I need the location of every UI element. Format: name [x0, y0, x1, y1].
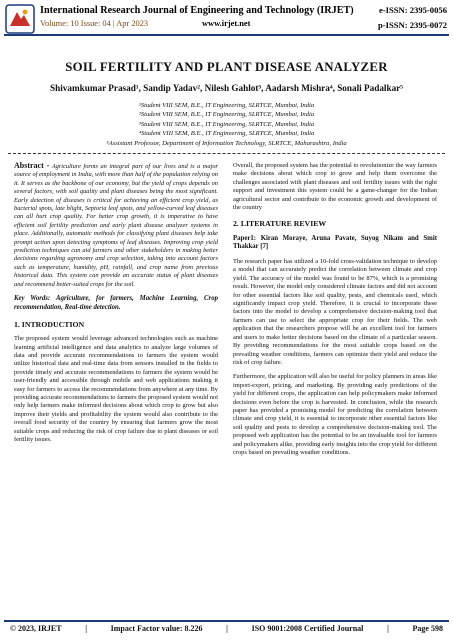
paper-title: SOIL FERTILITY AND PLANT DISEASE ANALYZER	[65, 60, 388, 74]
impact-factor: Impact Factor value: 8.226	[110, 624, 203, 633]
volume-issue-date: Volume: 10 Issue: 04 | Apr 2023	[40, 19, 149, 28]
copyright: © 2023, IRJET	[10, 624, 62, 633]
irjet-logo-icon	[5, 4, 35, 34]
e-issn: e-ISSN: 2395-0056	[378, 5, 447, 15]
p-issn: p-ISSN: 2395-0072	[378, 20, 447, 30]
introduction-text: The proposed system would leverage advanced technologies such as machine learning artificial intelligence and data analytics to analyze large volumes of data and provide accurate recommendations to farmers the system would utilize historical data and real-time data from sensors installed in the fields to provide timely and accurate recommendations to farmers the system would be user-friendly and accessible through mobile and web applications making it easy for farmers to access the recommendations from anywhere at any time. By providing accurate recommendations to farmers the proposed system would not only help farmers make informed decisions about which crop to grow but also improve their yields and profitability the system would also contribute to the overall food security of the country by ensuring that farmers grow the most suitable crops and reducing the risk of crop failure due to plant diseases or soil fertility issues.	[14, 335, 218, 443]
abstract-label: Abstract -	[14, 161, 50, 170]
footer-separator: |	[387, 624, 389, 633]
footer-separator: |	[85, 624, 87, 633]
iso-certification: ISO 9001:2008 Certified Journal	[251, 624, 364, 633]
keywords-label: Key Words:	[14, 295, 51, 303]
journal-header	[0, 0, 453, 40]
footer-divider	[4, 620, 449, 622]
section-separator	[8, 153, 445, 154]
journal-url-link[interactable]: www.irjet.net	[202, 19, 251, 28]
literature-review-heading: 2. LITERATURE REVIEW	[233, 219, 327, 229]
paper1-paragraph-1: The research paper has utilized a 10-fold cross-validation technique to develop a model that can accurately predict the correlation between climate and crop yield. The accuracy of the model was found to be 87%, which is a promising result. However, the model only considered climate factors and did not account for other essential factors like soil quality, pests, and chemicals used, which significantly impact crop yield. Therefore, it is crucial to incorporate these factors into the model to develop a comprehensive decision-making tool that farmers can use to select the appropriate crop for their fields. The web application that the researchers propose will be an excellent tool for farmers and users to make better decisions based on the climate of a particular season. By providing recommendations for the most suitable crops based on the prevailing weather conditions, farmers can optimize their yield and reduce the risk of crop failure.	[233, 258, 437, 366]
header-divider	[4, 34, 449, 36]
paper1-heading: Paper1: Kiran Moraye, Aruna Pavate, Suyog Nikam and Smit Thakkar [7]	[233, 234, 437, 251]
abstract-text: Agriculture forms an integral part of our lives and is a major source of employment in India, with more than half of the population relying on it. It serves as the backbone of our economy, but the yield of crops depends on several factors, with soil quality and plant diseases being the most significant. Early detection of diseases is critical for achieving an efficient crop yield, as bacterial spots, late blight, Septoria leaf spots, and yellow-curved leaf diseases can all hurt crop quality. For better crop growth, it is imperative to have efficient soil fertility prediction and early plant disease analyzer systems in place. Additionally, automatic methods for classifying plant diseases help take prompt action upon detecting symptoms of leaf diseases. Improving crop yield prediction techniques can aid farmers and other stakeholders in making better decisions regarding agronomy and crop selection, taking into account factors such as temperature, humidity, pH, rainfall, and crop name from previous historical data. This system can provide an accurate status of plant diseases and recommend better-suited crops for the soil.	[14, 163, 218, 288]
affiliation-1: ¹Student VIII SEM, B.E., IT Engineering, SLRTCE, Mumbai, India	[138, 102, 315, 109]
keywords-text: Agriculture, for farmers, Machine Learning, Crop recommendation, Real-time detection.	[14, 295, 218, 311]
paper1-paragraph-2: Furthermore, the application will also be useful for policy planners in areas like import-export, pricing, and marketing. By providing early predictions of the yield for different crops, the application can help policymakers make informed decisions even before the crop is harvested. In conclusion, while the research paper has provided a promising model for predicting the correlation between climate and crop yield, it is essential to incorporate other essential factors like soil quality and pests to develop a comprehensive decision-making tool. The proposed web application has the potential to be an invaluable tool for farmers and policymakers alike, providing early insights into the crop yield for different crops based on prevailing weather conditions.	[233, 373, 437, 456]
affiliation-5: ⁵Assistant Professor, Department of Information Technology, SLRTCE, Maharashtra, India	[106, 139, 347, 147]
introduction-heading: 1. INTRODUCTION	[14, 319, 85, 329]
page-number: Page 598	[412, 624, 443, 633]
page-footer	[0, 624, 453, 633]
left-column	[14, 162, 218, 450]
affiliation-4: ⁴Student VIII SEM, B.E., IT Engineering, SLRTCE, Mumbai, India	[138, 130, 315, 138]
right-column	[233, 162, 437, 463]
affiliation-3: ³Student VIII SEM, B.E., IT Engineering, SLRTCE, Mumbai, India	[138, 120, 315, 128]
overall-paragraph: Overall, the proposed system has the potential to revolutionize the way farmers make decisions about which crop to grow and help them overcome the challenges associated with plant diseases and soil fertility issues with the right support and investment this system could be a game-changer for the Indian agricultural sector and contribute to the economic growth and development of the country	[233, 162, 437, 212]
footer-separator: |	[226, 624, 228, 633]
keywords	[14, 295, 218, 313]
abstract	[14, 162, 218, 289]
journal-name: International Research Journal of Engineering and Technology (IRJET)	[40, 5, 354, 16]
affiliations	[0, 101, 453, 148]
affiliation-2: ²Student VIII SEM, B.E., IT Engineering, SLRTCE, Mumbai, India	[138, 111, 315, 119]
author-list: Shivamkumar Prasad¹, Sandip Yadav², Nilesh Gahlot³, Aadarsh Mishra⁴, Sonali Padalkar⁵	[49, 83, 404, 93]
